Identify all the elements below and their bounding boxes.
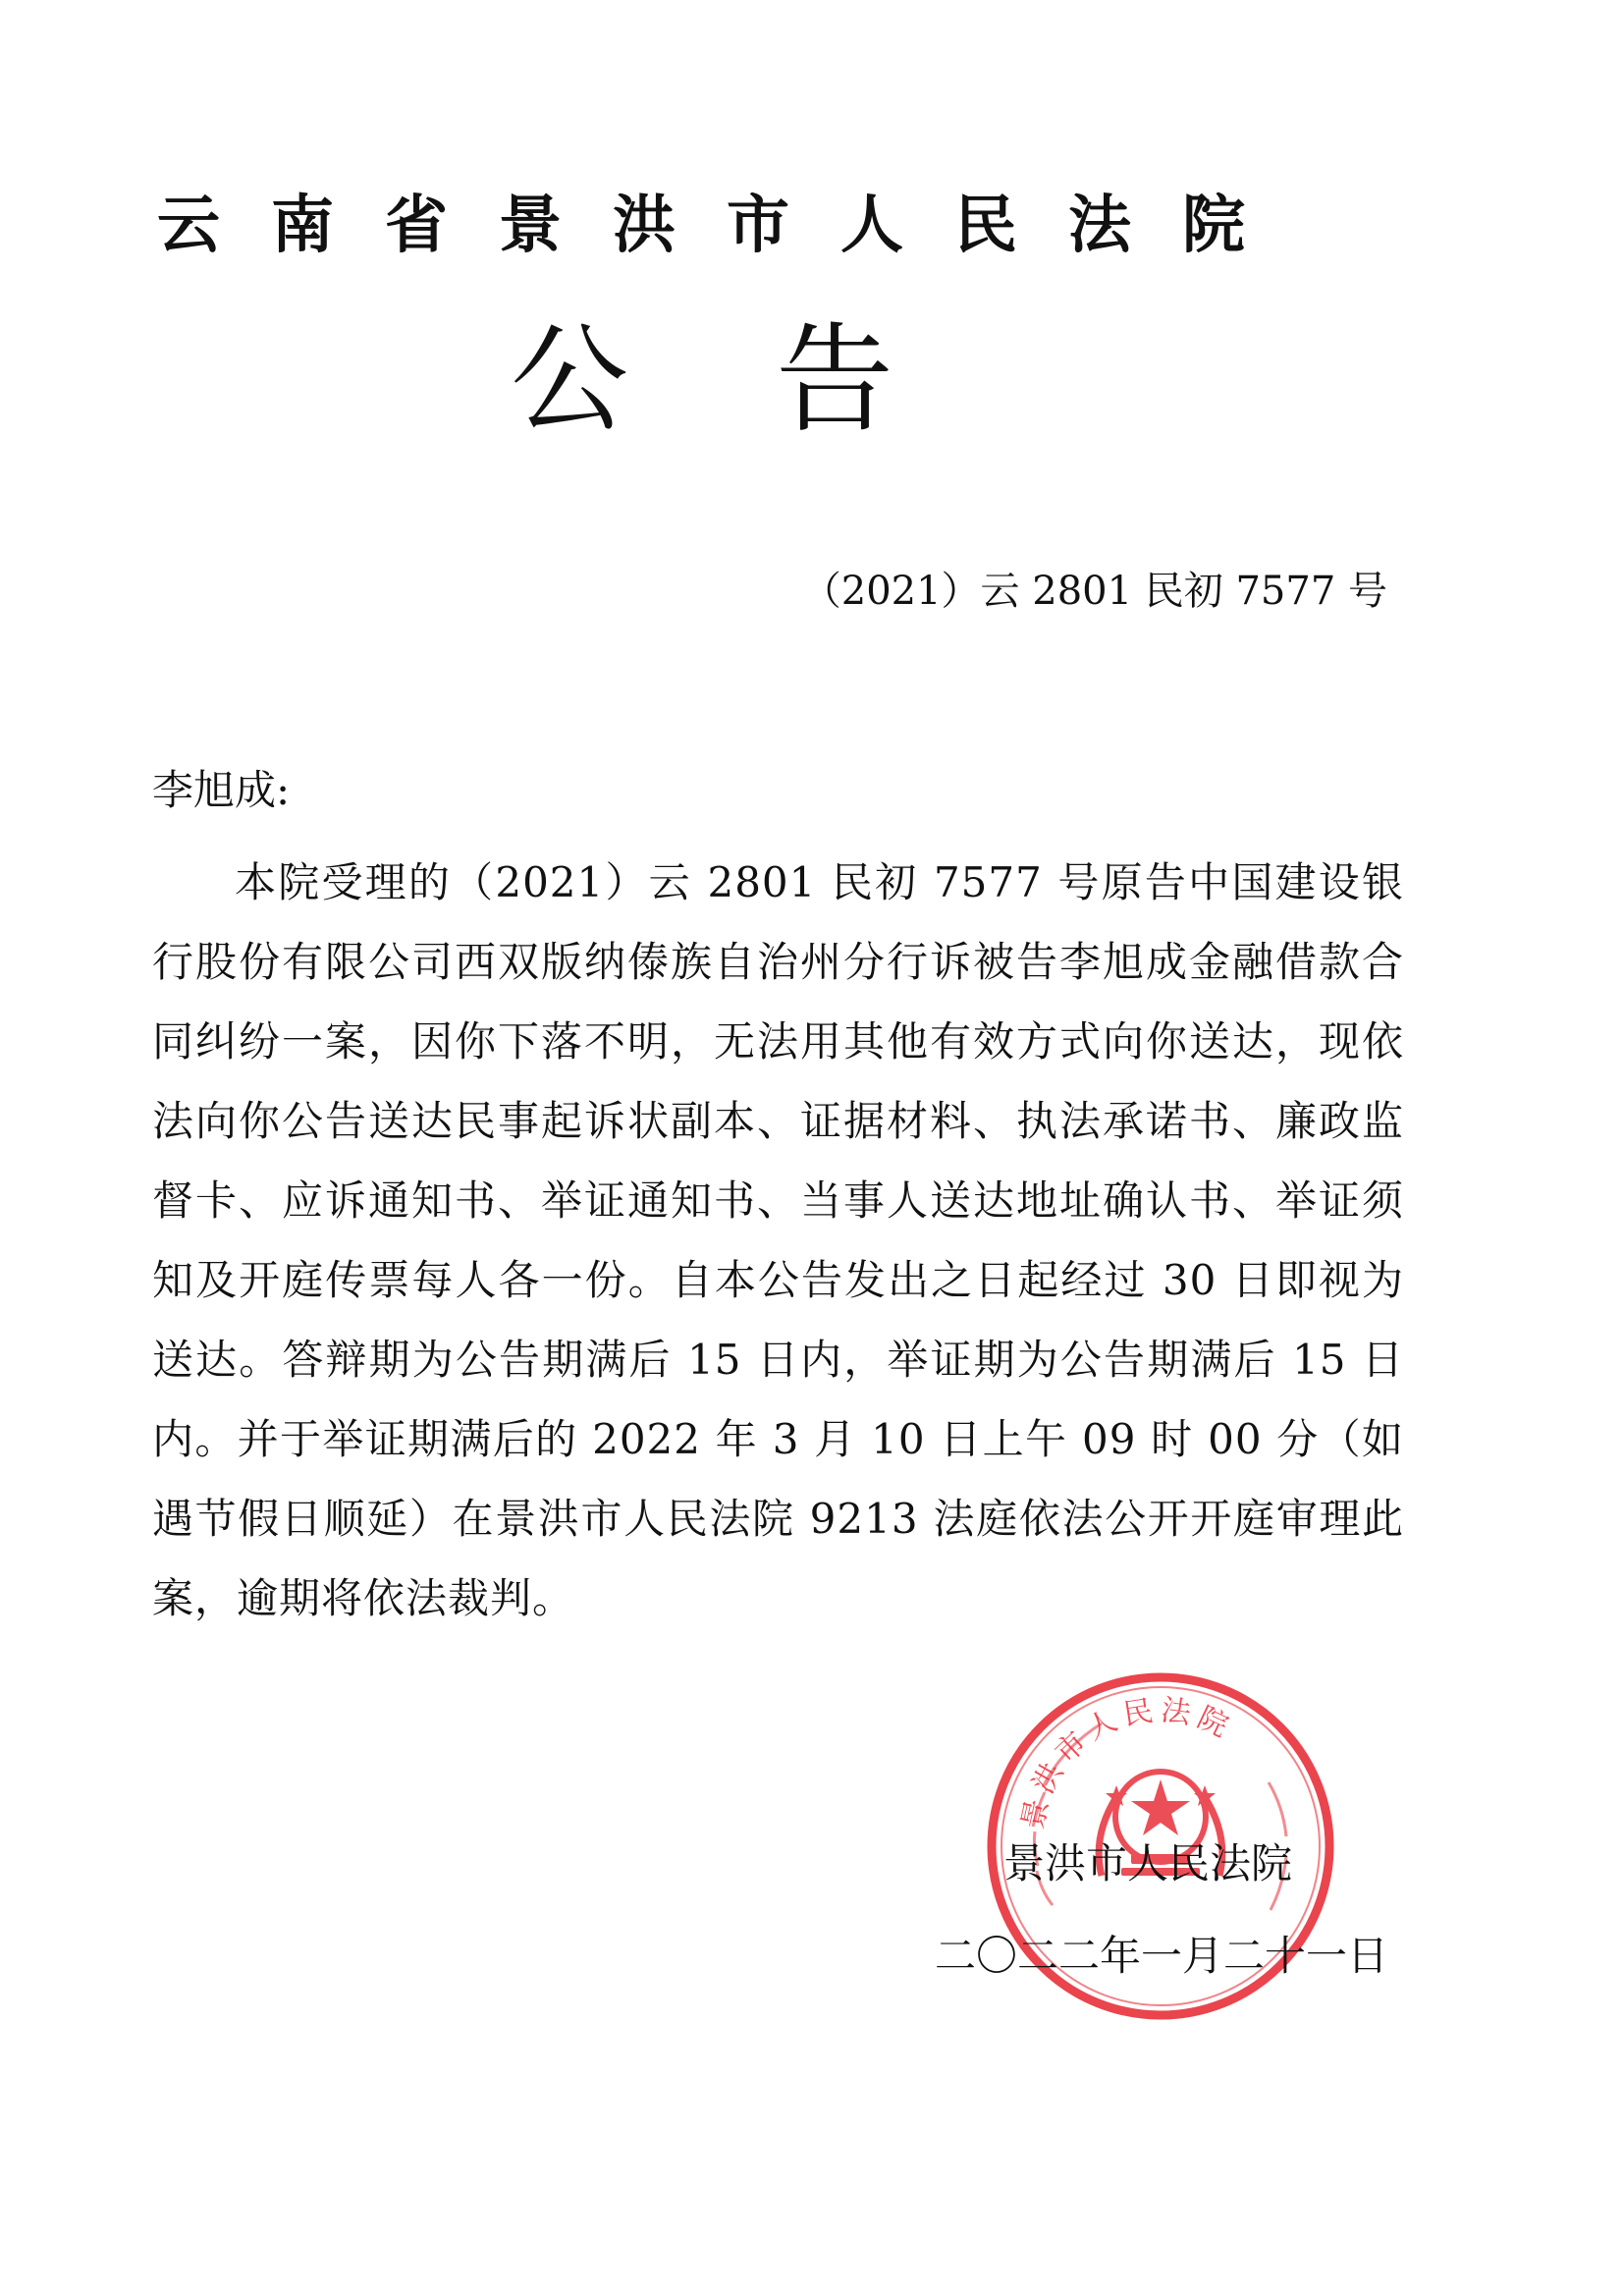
addressee: 李旭成:: [152, 766, 291, 814]
seal-inscription: 景洪市人民法院: [1015, 1692, 1239, 1832]
case-number: （2021）云 2801 民初 7577 号: [801, 569, 1387, 614]
notice-title: 公告: [511, 312, 1041, 449]
signature-court: 景洪市人民法院: [1003, 1839, 1293, 1887]
notice-body: 本院受理的（2021）云 2801 民初 7577 号原告中国建设银行股份有限公司西双版纳傣族自治州分行诉被告李旭成金融借款合同纠纷一案，因你下落不明，无法用其他有效方式向你送达，现依法向你公告送达民事起诉状副本、证据材料、执法承诺书、廉政监督卡、应诉通知书、举证通知书、当事人送达地址确认书、举证须知及开庭传票每人各一份。自本公告发出之日起经过 30 日即视为送达。答辩期为公告期满后 15 日内，举证期为公告期满后 15 日内。并于举证期满后的 2022 年 3 月 10 日上午 09 时 00 分（如遇节假日顺延）在景洪市人民法院 9213 法庭依法公开开庭审理此案，逾期将依法裁判。: [152, 858, 1404, 1622]
signature-date: 二〇二二年一月二十一日: [935, 1932, 1389, 1980]
court-name-heading: 云南省景洪市人民法院: [157, 189, 1296, 262]
